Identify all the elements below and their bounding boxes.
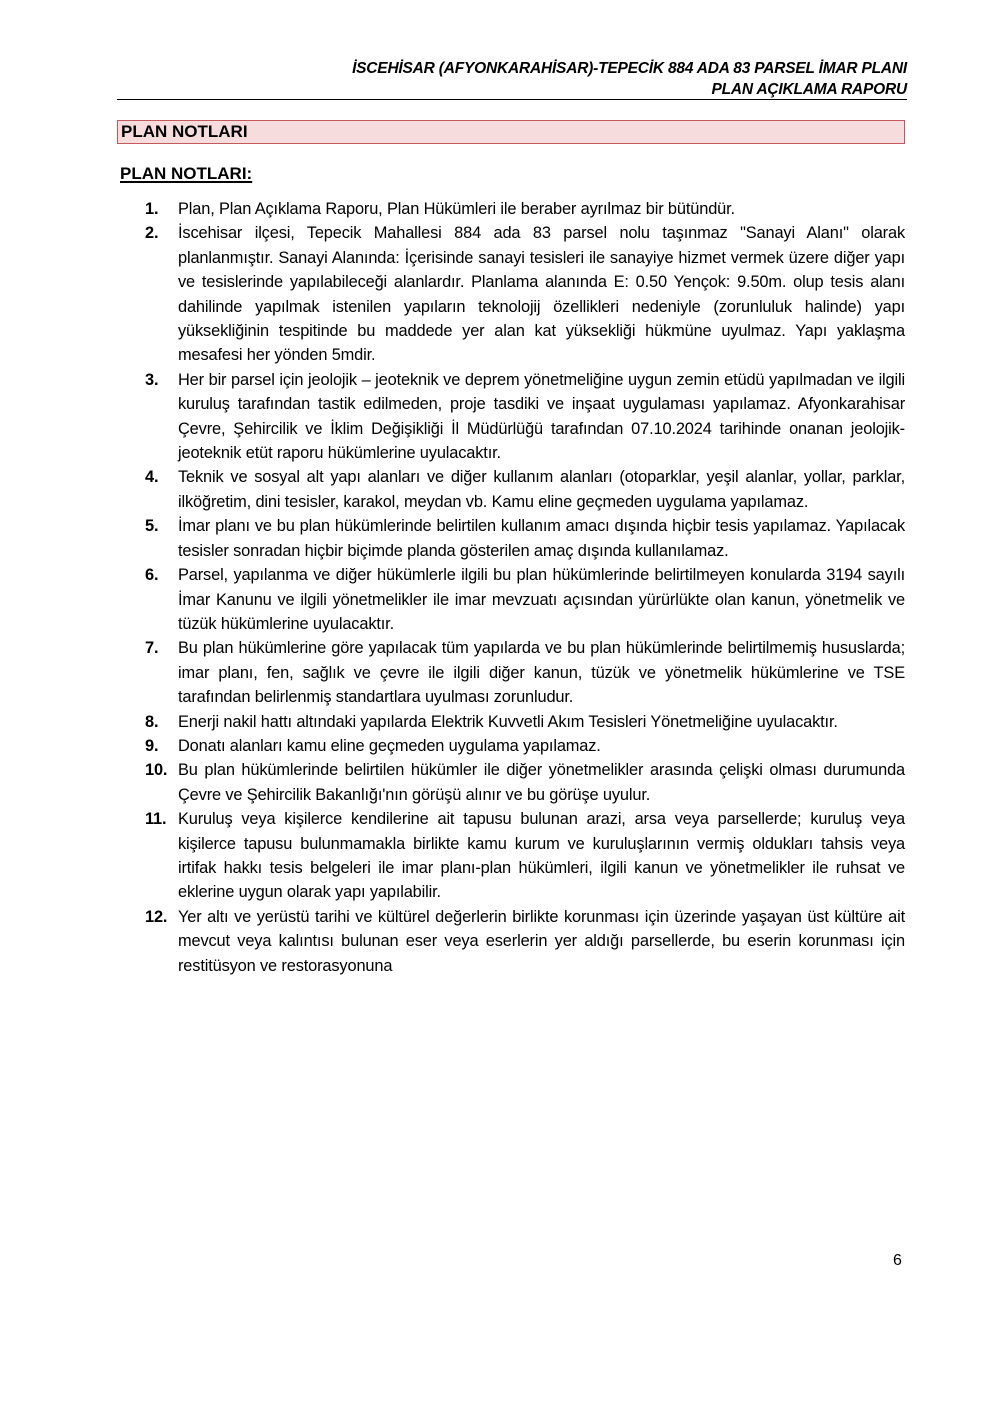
note-text: Kuruluş veya kişilerce kendilerine ait tapusu bulunan arazi, arsa veya parsellerde; kuruluş veya kişilerce tapusu bulunmamakla birlikte kamu kurum ve kuruluşlarının vermiş oldukları tahsis veya irtifak hakkı tesis belgeleri ile imar planı-plan hükümleri, ilgili kanun ve yönetmelikler ile ruhsat ve eklerine uygun olarak yapı yapılabilir. [178, 810, 905, 902]
note-number: 1. [145, 200, 159, 218]
note-text: İmar planı ve bu plan hükümlerinde belirtilen kullanım amacı dışında hiçbir tesis yapılamaz. Yapılacak tesisler sonradan hiçbir biçimde planda gösterilen amaç dışında kullanılamaz. [178, 517, 905, 560]
list-item [145, 807, 905, 905]
note-number: 9. [145, 736, 159, 755]
list-item [145, 514, 905, 563]
list-item [145, 758, 905, 807]
list-item [145, 465, 905, 514]
list-item [145, 563, 905, 636]
note-number: 6. [145, 566, 159, 585]
list-item [145, 905, 905, 978]
list-item [145, 368, 905, 466]
note-number: 11. [145, 810, 167, 829]
note-number: 5. [145, 517, 159, 536]
section-heading: PLAN NOTLARI [117, 120, 905, 144]
note-number: 12. [145, 907, 168, 926]
header-title: İSCEHİSAR (AFYONKARAHİSAR)-TEPECİK 884 ADA 83 PARSEL İMAR PLANI [352, 60, 907, 77]
header-divider [117, 99, 907, 100]
list-item [145, 734, 905, 758]
note-number: 4. [145, 468, 159, 487]
note-text: İscehisar ilçesi, Tepecik Mahallesi 884 ada 83 parsel nolu taşınmaz "Sanayi Alanı" olarak planlanmıştır. Sanayi Alanında: İçerisinde sanayi tesisleri ile sanayiye hizmet vermek üzere diğer yapı ve tesislerinde yapılabileceği alanlardır. Planlama alanında E: 0.50 Yençok: 9.50m. olup tesis alanı dahilinde yapılmak istenilen yapıların teknolojij özellikleri nedeniyle (zorunluluk halinde) yapı yüksekliğinin tespitinde bu maddede yer alan kat yüksekliği hükmüne uyulmaz. Yapı yaklaşma mesafesi her yönden 5mdir. [178, 224, 905, 365]
note-number: 8. [145, 712, 159, 731]
note-text: Teknik ve sosyal alt yapı alanları ve diğer kullanım alanları (otoparklar, yeşil alanlar, yollar, parklar, ilköğretim, dini tesisler, karakol, meydan vb. Kamu eline geçmeden uygulama yapılamaz. [178, 468, 905, 511]
note-text: Parsel, yapılanma ve diğer hükümlerle ilgili bu plan hükümlerinde belirtilmeyen konularda 3194 sayılı İmar Kanunu ve ilgili yönetmelikler ile imar mevzuatı açısından yürürlükte olan kanun, yönetmelik ve tüzük hükümlerine uyulacaktır. [178, 566, 905, 633]
list-item [145, 636, 905, 709]
note-text: Bu plan hükümlerine göre yapılacak tüm yapılarda ve bu plan hükümlerinde belirtilmemiş hususlarda; imar planı, fen, sağlık ve çevre ile ilgili diğer kanun, tüzük ve yönetmelik hükümlerine ve TSE tarafından belirlenmiş standartlara uyulması zorunludur. [178, 639, 905, 707]
plan-notes-list [145, 197, 905, 978]
list-item [145, 710, 905, 734]
note-number: 10. [145, 761, 168, 780]
page-number: 6 [893, 1252, 902, 1269]
note-text: Her bir parsel için jeolojik – jeoteknik ve deprem yönetmeliğine uygun zemin etüdü yapılmadan ve ilgili kuruluş tarafından tastik edilmeden, proje tasdiki ve inşaat uygulaması yapılamaz. Afyonkarahisar Çevre, Şehircilik ve İklim Değişikliği İl Müdürlüğü tarafından 07.10.2024 tarihinde onanan jeolojik-jeoteknik etüt raporu hükümlerine uyulacaktır. [178, 370, 905, 463]
note-text: Yer altı ve yerüstü tarihi ve kültürel değerlerin birlikte korunması için üzerinde yaşayan üst kültüre ait mevcut veya kalıntısı bulunan eser veya eserlerin yer aldığı parsellerde, bu eserin korunması için restitüsyon ve restorasyonuna [178, 907, 905, 975]
note-text: Plan, Plan Açıklama Raporu, Plan Hükümleri ile beraber ayrılmaz bir bütündür. [178, 200, 735, 218]
document-header [117, 58, 907, 100]
note-text: Enerji nakil hattı altındaki yapılarda Elektrik Kuvvetli Akım Tesisleri Yönetmeliğine uyulacaktır. [178, 712, 838, 731]
header-subtitle: PLAN AÇIKLAMA RAPORU [711, 81, 907, 98]
list-item [145, 197, 905, 221]
list-item [145, 221, 905, 367]
subsection-heading: PLAN NOTLARI: [120, 164, 253, 183]
note-text: Bu plan hükümlerinde belirtilen hükümler ile diğer yönetmelikler arasında çelişki olması durumunda Çevre ve Şehircilik Bakanlığı'nın görüşü alınır ve bu görüşe uyulur. [178, 761, 905, 804]
note-number: 7. [145, 639, 159, 658]
note-number: 2. [145, 224, 159, 243]
note-text: Donatı alanları kamu eline geçmeden uygulama yapılamaz. [178, 736, 601, 755]
note-number: 3. [145, 370, 159, 389]
